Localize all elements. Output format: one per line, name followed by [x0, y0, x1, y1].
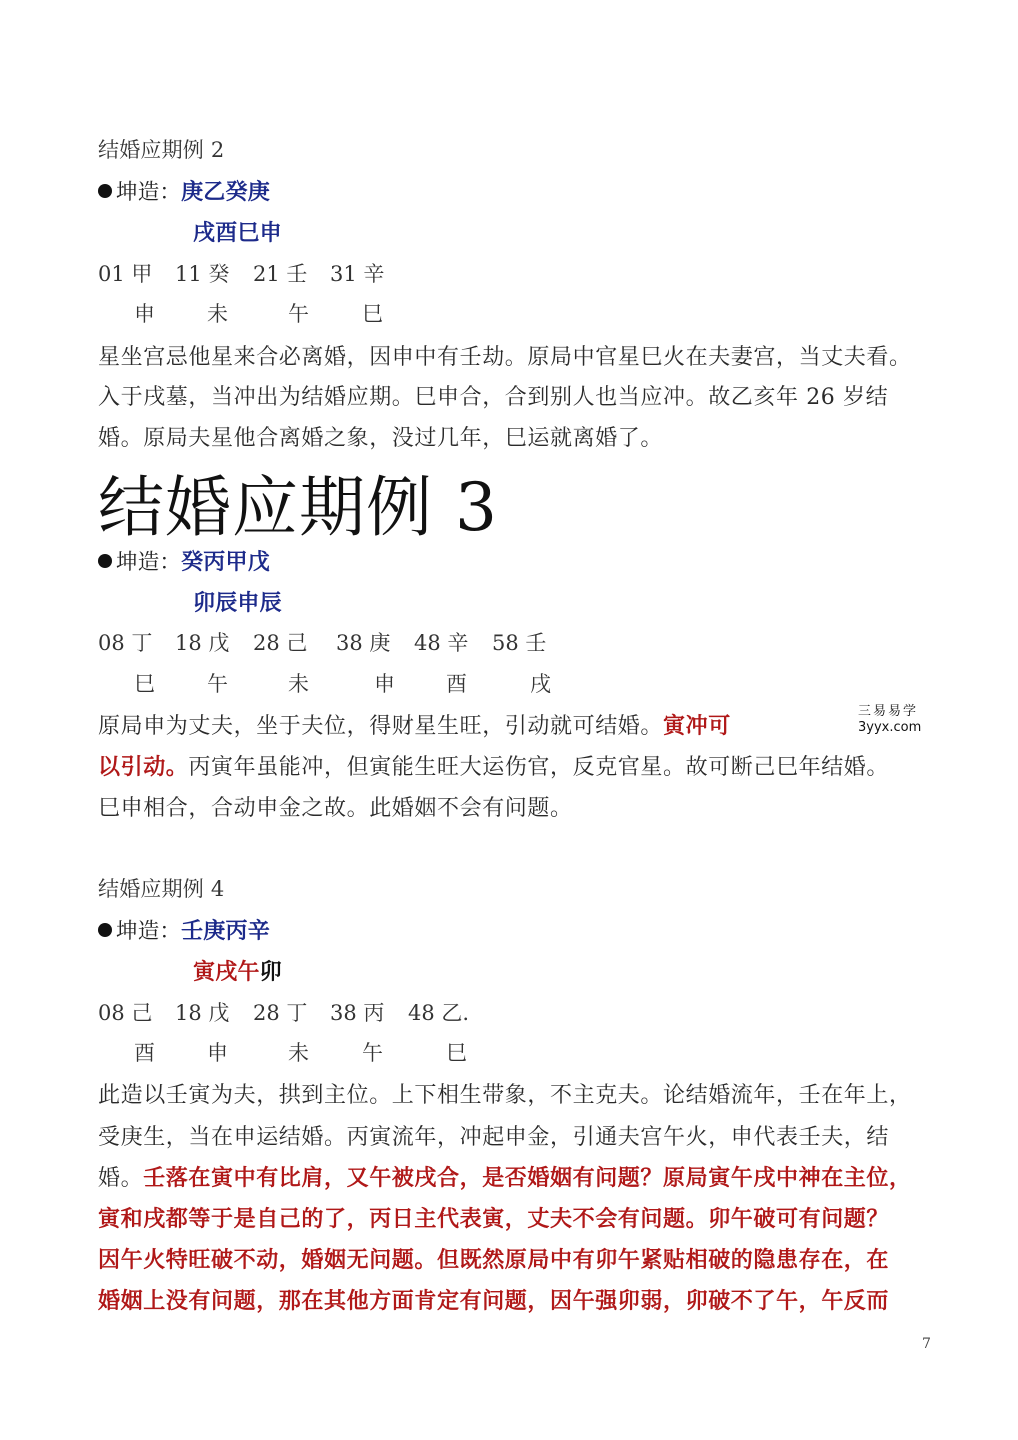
example-2-chart-stems-row: [98, 175, 270, 206]
dayun-branch: 申: [207, 1041, 228, 1065]
dayun-branch: 未: [207, 302, 228, 326]
example-3-chart-stems-row: [98, 545, 270, 576]
example-3-paragraph-line: [98, 750, 889, 781]
dayun-branch: 巳: [134, 672, 155, 696]
dayun-branch: 午: [288, 302, 309, 326]
dayun-stem: 18 戊: [175, 1001, 230, 1025]
example-2-paragraph-line: 星坐宫忌他星来合必离婚，因申中有壬劫。原局中官星巳火在夫妻宫，当丈夫看。: [98, 345, 912, 370]
chart-branches-plain: 卯: [259, 960, 282, 985]
dayun-branch: 午: [207, 672, 228, 696]
kun-label: 坤造：: [116, 919, 182, 944]
page-number: 7: [922, 1336, 931, 1352]
bullet-icon: [98, 184, 112, 198]
dayun-stem: 18 戊: [175, 631, 230, 655]
dayun-stem: 31 辛: [330, 262, 385, 286]
paragraph-text: 丙寅年虽能冲，但寅能生旺大运伤官，反克官星。故可断己巳年结婚。: [188, 755, 890, 780]
dayun-branch: 申: [134, 302, 155, 326]
kun-label: 坤造：: [116, 550, 182, 575]
dayun-stem: 38 庚: [336, 631, 391, 655]
example-4-paragraph-line: 此造以壬寅为夫，拱到主位。上下相生带象，不主克夫。论结婚流年，壬在年上，: [98, 1083, 912, 1108]
example-2-chart-branches: 戌酉巳申: [193, 221, 282, 246]
chart-stems: 壬庚丙辛: [181, 919, 270, 944]
watermark-url: 3yyx.com: [858, 720, 922, 735]
paragraph-text: 原局申为丈夫，坐于夫位，得财星生旺，引动就可结婚。: [98, 714, 664, 739]
dayun-stem: 28 丁: [253, 1001, 308, 1025]
chart-stems: 庚乙癸庚: [181, 180, 270, 205]
dayun-branch: 申: [374, 672, 395, 696]
example-2-title: 结婚应期例 2: [98, 138, 225, 162]
dayun-branch: 巳: [446, 1041, 467, 1065]
dayun-stem: 48 乙.: [408, 1001, 470, 1025]
dayun-stem: 08 己: [98, 1001, 153, 1025]
dayun-stem: 48 辛: [414, 631, 469, 655]
example-2-paragraph-line: 入于戌墓，当冲出为结婚应期。巳申合，合到别人也当应冲。故乙亥年 26 岁结: [98, 385, 889, 410]
example-4-title: 结婚应期例 4: [98, 877, 225, 901]
example-4-paragraph-line: 婚姻上没有问题，那在其他方面肯定有问题，因午强卯弱，卯破不了午，午反而: [98, 1289, 890, 1314]
example-3-title: 结婚应期例 3: [98, 469, 498, 546]
example-4-paragraph-line: 因午火特旺破不动，婚姻无问题。但既然原局中有卯午紧贴相破的隐患存在，在: [98, 1248, 890, 1273]
paragraph-text: 婚。: [98, 1166, 144, 1191]
chart-stems: 癸丙甲戊: [181, 550, 270, 575]
example-3-chart-branches: 卯辰申辰: [193, 591, 282, 616]
highlight-text: 以引动。: [98, 755, 189, 780]
watermark: [770, 694, 1010, 744]
dayun-stem: 58 壬: [492, 631, 547, 655]
dayun-branch: 巳: [362, 302, 383, 326]
dayun-stem: 28 己: [253, 631, 308, 655]
dayun-stem: 01 甲: [98, 262, 153, 286]
highlight-text: 寅冲可: [663, 714, 731, 739]
example-3-paragraph-line: [98, 709, 731, 740]
example-4-paragraph-line: 受庚生，当在申运结婚。丙寅流年，冲起申金，引通夫宫午火，申代表壬夫，结: [98, 1125, 890, 1150]
dayun-stem: 21 壬: [253, 262, 308, 286]
dayun-branch: 戌: [530, 672, 551, 696]
example-4-paragraph-line: [98, 1161, 912, 1192]
example-4-chart-branches: [193, 955, 282, 986]
dayun-branch: 午: [362, 1041, 383, 1065]
chart-branches-highlight: 寅戌午: [193, 960, 260, 985]
dayun-stem: 08 丁: [98, 631, 153, 655]
bullet-icon: [98, 554, 112, 568]
bullet-icon: [98, 923, 112, 937]
dayun-branch: 酉: [446, 672, 467, 696]
dayun-stem: 11 癸: [175, 262, 230, 286]
dayun-stem: 38 丙: [330, 1001, 385, 1025]
highlight-text: 壬落在寅中有比肩，又午被戌合，是否婚姻有问题？原局寅午戌中神在主位，: [143, 1166, 912, 1191]
kun-label: 坤造：: [116, 180, 182, 205]
example-2-paragraph-line: 婚。原局夫星他合离婚之象，没过几年，巳运就离婚了。: [98, 426, 664, 451]
dayun-branch: 未: [288, 672, 309, 696]
example-4-chart-stems-row: [98, 914, 270, 945]
dayun-branch: 未: [288, 1041, 309, 1065]
example-4-paragraph-line: 寅和戌都等于是自己的了，丙日主代表寅，丈夫不会有问题。卯午破可有问题？: [98, 1207, 890, 1232]
example-3-paragraph-line: 巳申相合，合动申金之故。此婚姻不会有问题。: [98, 796, 573, 821]
watermark-name: 三易易学: [858, 704, 919, 719]
dayun-branch: 酉: [134, 1041, 155, 1065]
